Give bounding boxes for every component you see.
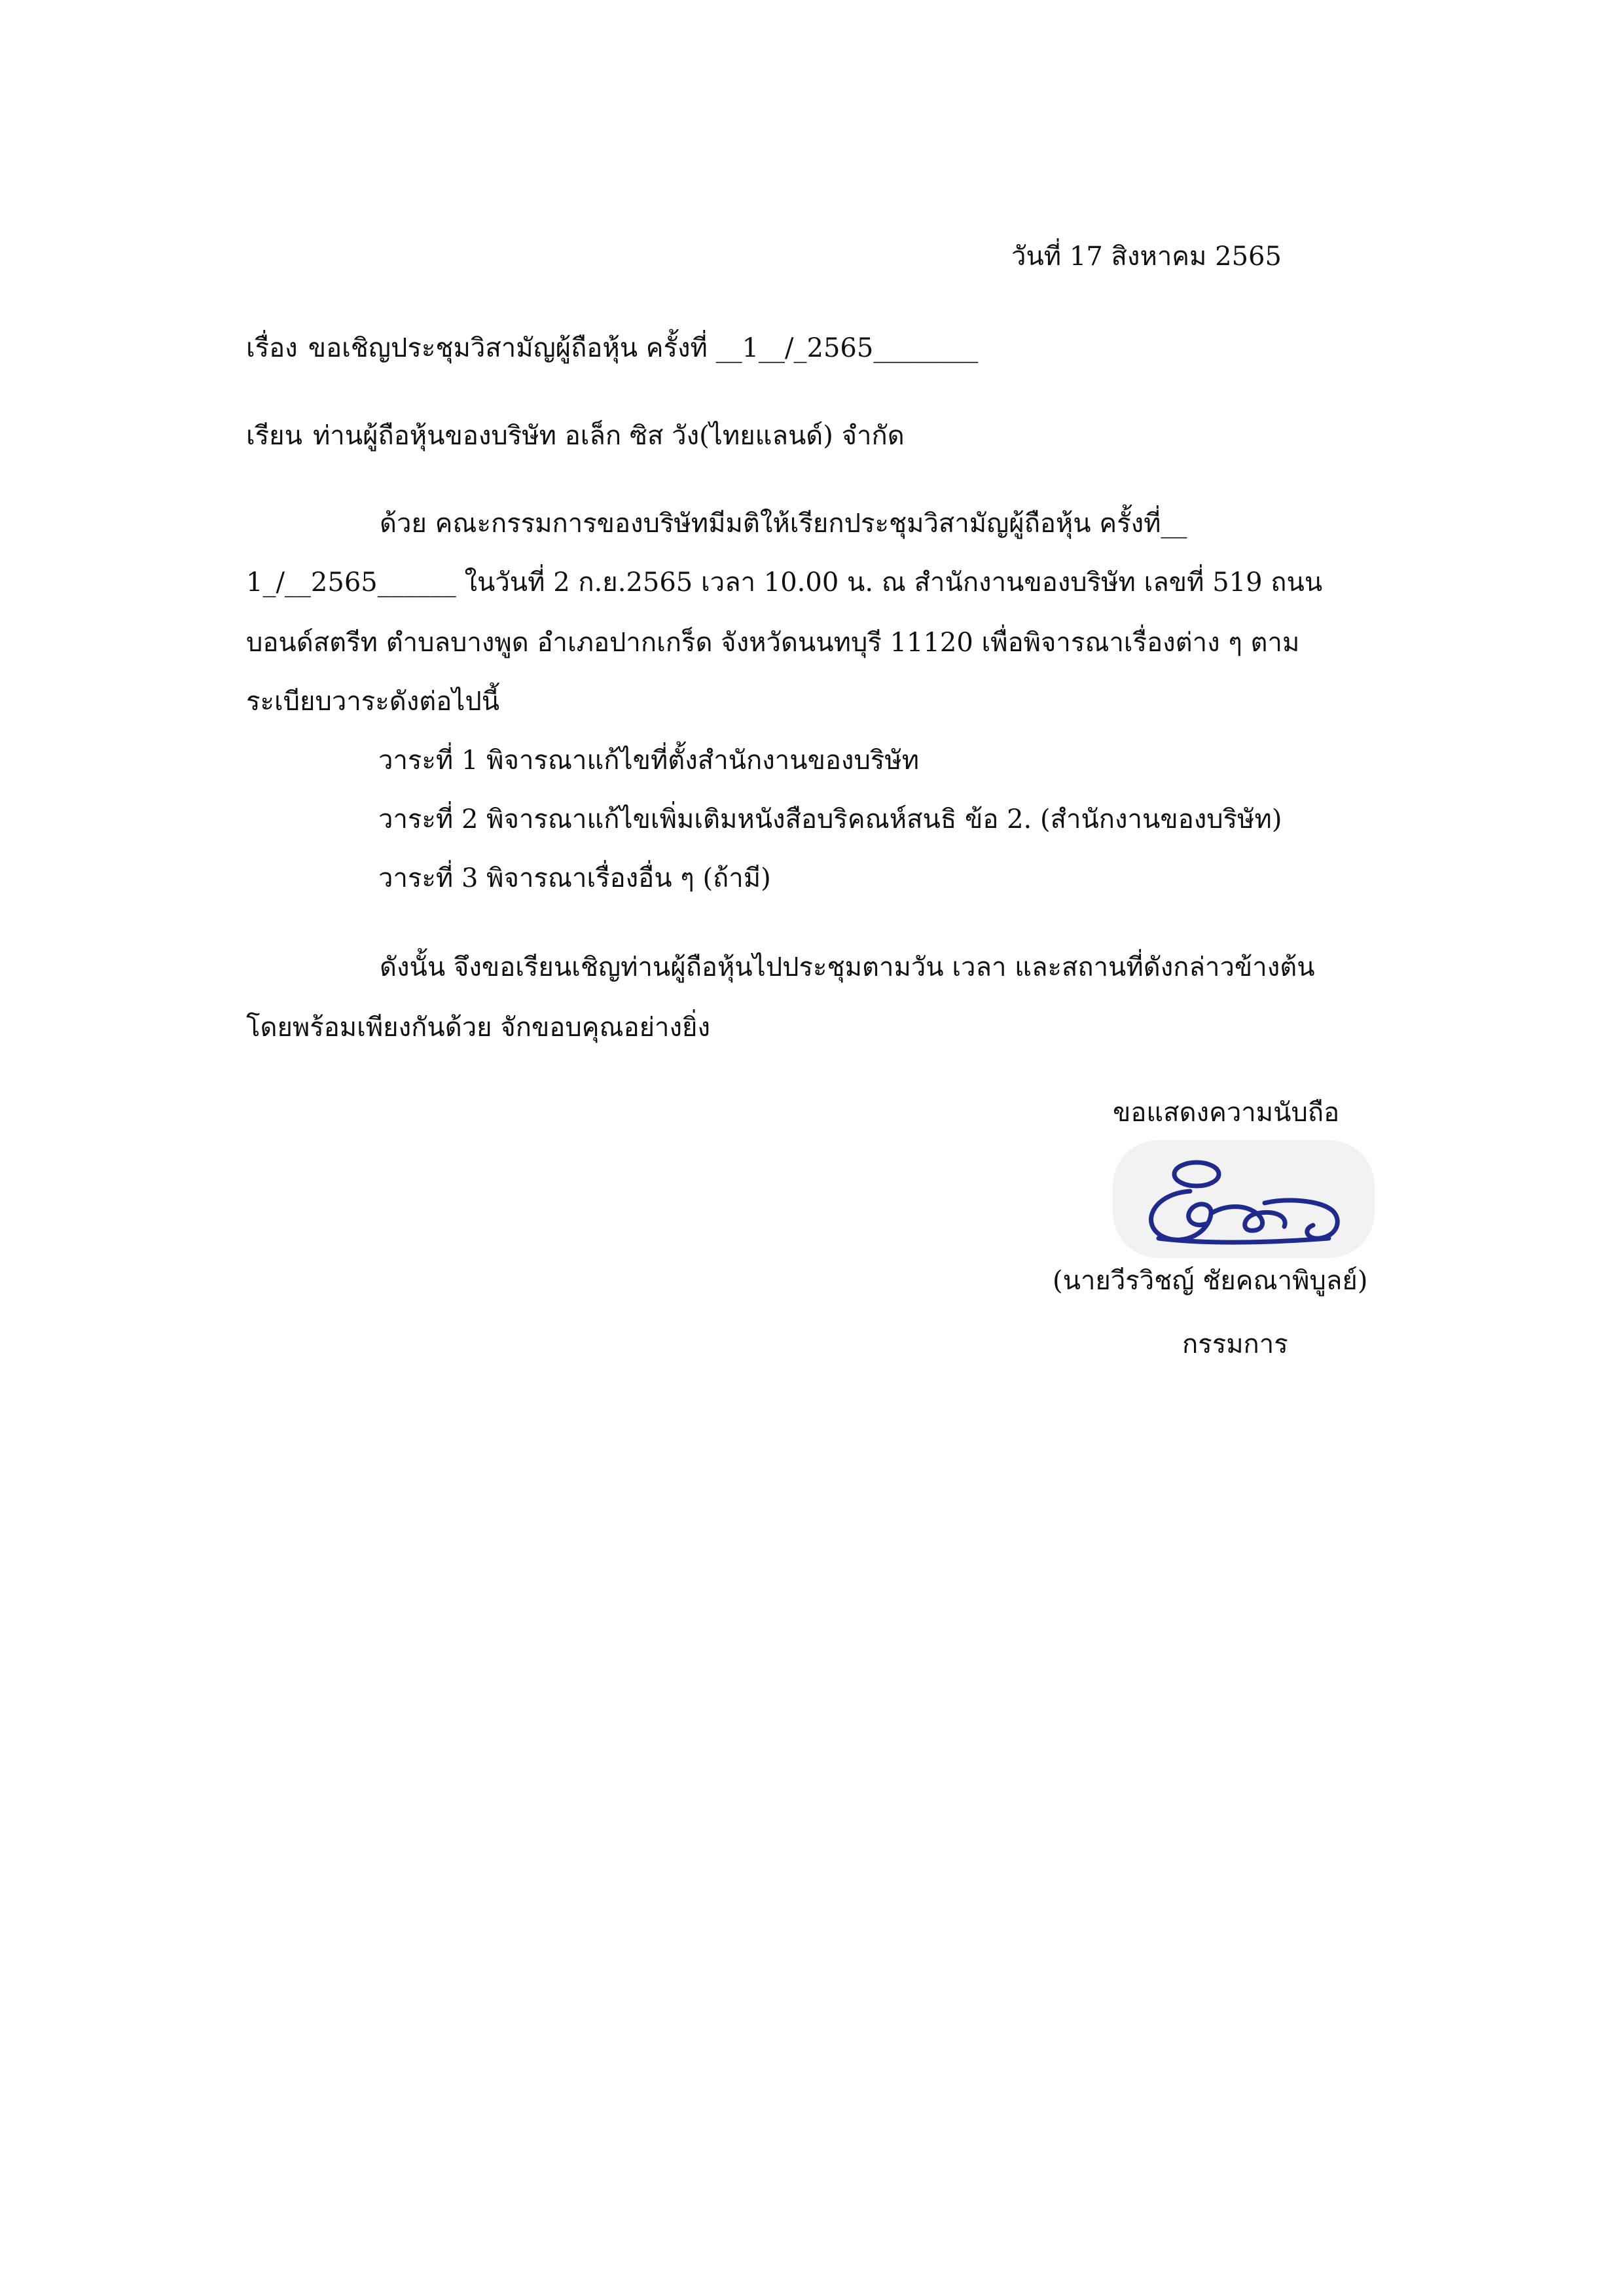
body-line: ด้วย คณะกรรมการของบริษัทมีมติให้เรียกประชุมวิสามัญผู้ถือหุ้น ครั้งที่__ (380, 509, 1187, 539)
closing-line: ดังนั้น จึงขอเรียนเชิญท่านผู้ถือหุ้นไปประชุมตามวัน เวลา และสถานที่ดังกล่าวข้างต้น (380, 952, 1315, 982)
signer-position: กรรมการ (1182, 1329, 1288, 1359)
body-line: ระเบียบวาระดังต่อไปนี้ (246, 687, 500, 717)
closing-line: โดยพร้อมเพียงกันด้วย จักขอบคุณอย่างยิ่ง (246, 1013, 711, 1043)
agenda-item-2: วาระที่ 2 พิจารณาแก้ไขเพิ่มเติมหนังสือบริคณห์สนธิ ข้อ 2. (สำนักงานของบริษัท) (378, 804, 1282, 834)
recipient-line (246, 416, 905, 456)
signature-icon (1113, 1140, 1375, 1258)
subject-text: ขอเชิญประชุมวิสามัญผู้ถือหุ้น ครั้งที่ __1__/_2565________ (308, 333, 979, 363)
subject-label: เรื่อง (246, 333, 298, 363)
agenda-item-1: วาระที่ 1 พิจารณาแก้ไขที่ตั้งสำนักงานของบริษัท (378, 745, 920, 776)
recipient-label: เรียน (246, 421, 302, 451)
signature-image (1113, 1140, 1375, 1258)
agenda-item-3: วาระที่ 3 พิจารณาเรื่องอื่น ๆ (ถ้ามี) (378, 863, 771, 893)
body-line: 1_/__2565______ ในวันที่ 2 ก.ย.2565 เวลา 10.00 น. ณ สำนักงานของบริษัท เลขที่ 519 ถนน (246, 567, 1323, 598)
recipient-text: ท่านผู้ถือหุ้นของบริษัท อเล็ก ซิส วัง(ไทยแลนด์) จำกัด (312, 421, 905, 451)
subject-line (246, 329, 978, 368)
regards-text: ขอแสดงความนับถือ (1113, 1098, 1340, 1128)
body-line: บอนด์สตรีท ตำบลบางพูด อำเภอปากเกร็ด จังหวัดนนทบุรี 11120 เพื่อพิจารณาเรื่องต่าง ๆ ตาม (246, 628, 1300, 658)
letter-date: วันที่ 17 สิงหาคม 2565 (1011, 242, 1282, 272)
signer-name: (นายวีรวิชญ์ ชัยคณาพิบูลย์) (1053, 1266, 1368, 1296)
